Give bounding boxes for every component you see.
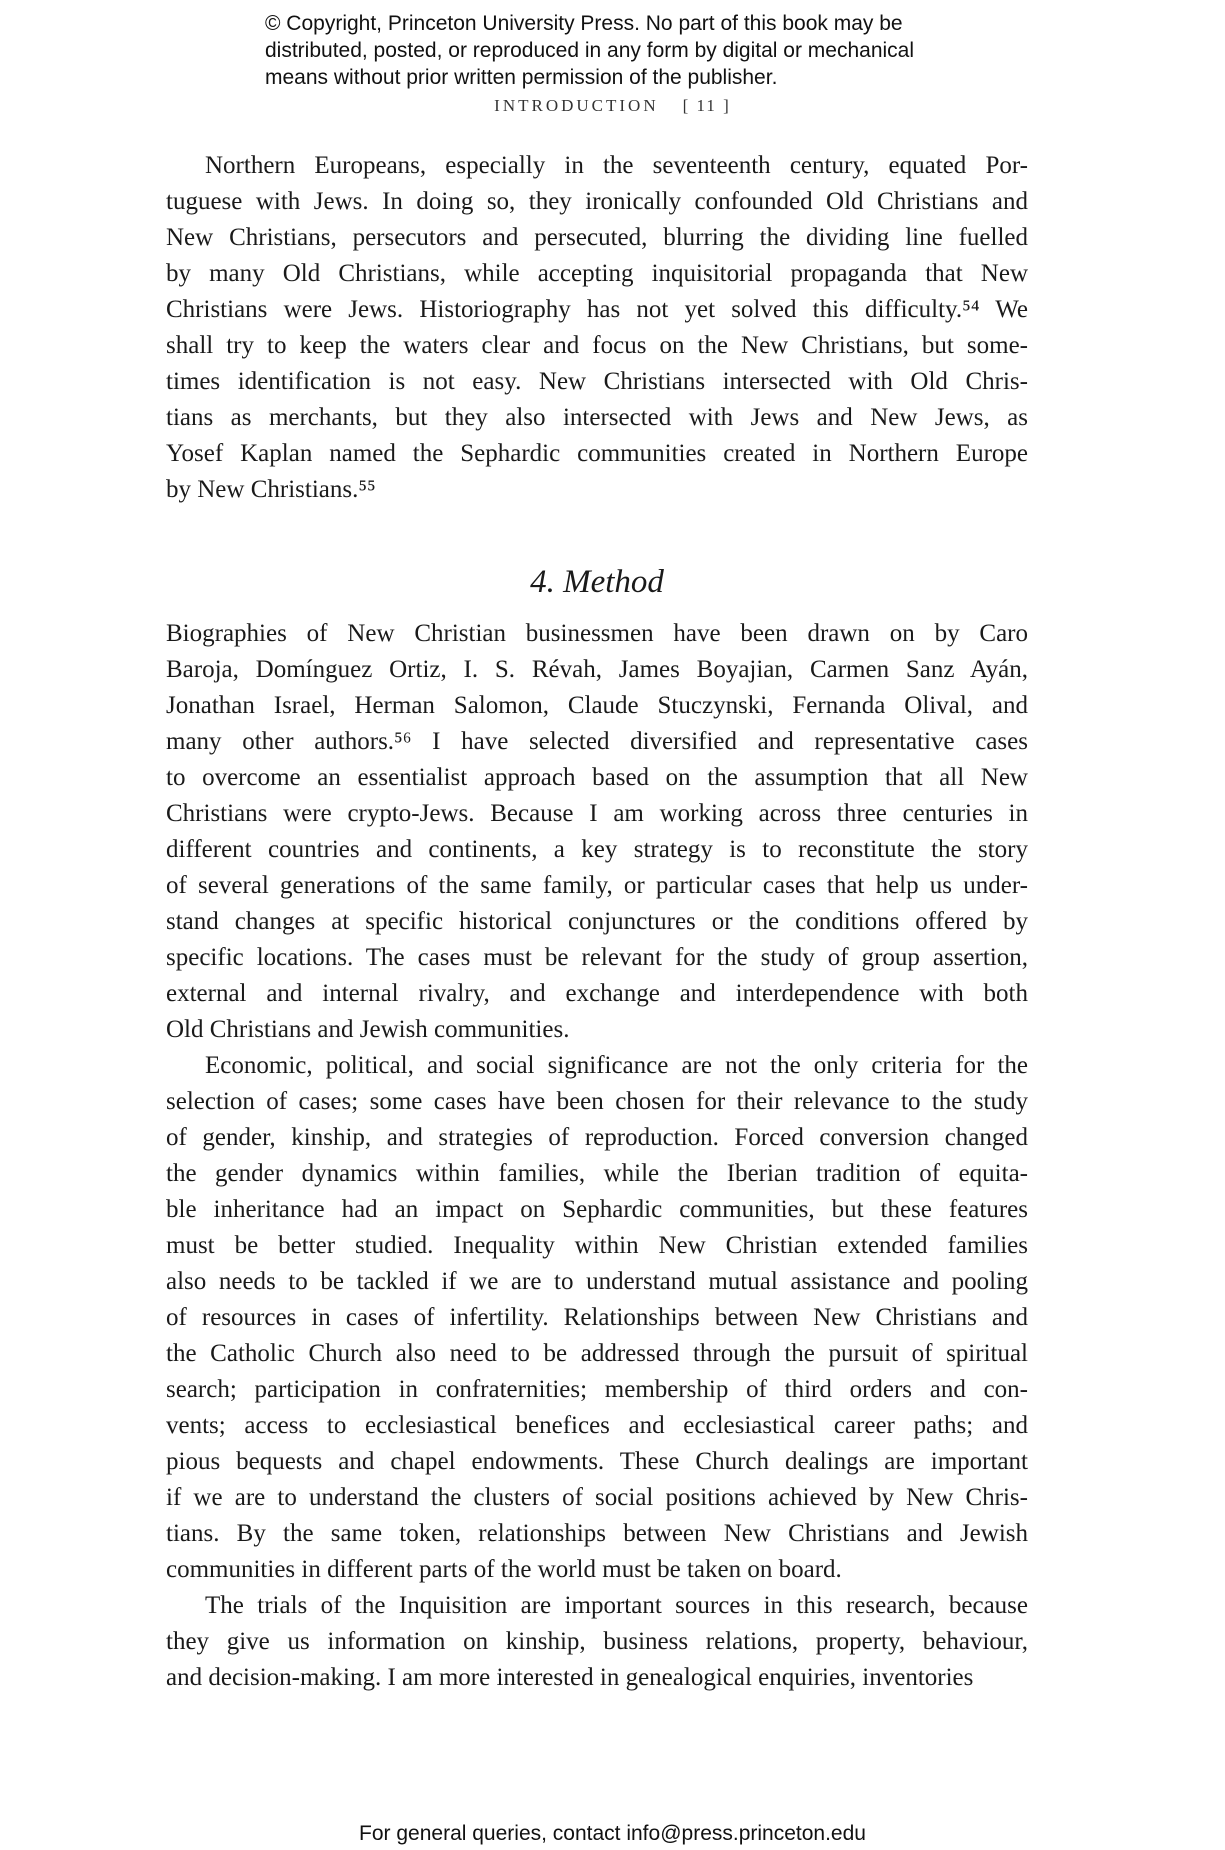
text-line: by many Old Christians, while accepting inquisitorial propaganda that New — [166, 260, 1028, 287]
text-line: the Catholic Church also need to be addressed through the pursuit of spiritual — [166, 1340, 1028, 1367]
text-line: the gender dynamics within families, while the Iberian tradition of equita- — [166, 1160, 1028, 1187]
text-line: specific locations. The cases must be relevant for the study of group assertion, — [166, 944, 1028, 971]
footer-contact: For general queries, contact info@press.princeton.edu — [359, 1822, 866, 1845]
paragraph — [166, 1588, 1028, 1696]
text-line: tuguese with Jews. In doing so, they ironically confounded Old Christians and — [166, 188, 1028, 215]
text-line: many other authors.⁵⁶ I have selected diversified and representative cases — [166, 728, 1028, 755]
text-line: shall try to keep the waters clear and focus on the New Christians, but some- — [166, 332, 1028, 359]
text-line: pious bequests and chapel endowments. These Church dealings are important — [166, 1448, 1028, 1475]
copyright-line: distributed, posted, or reproduced in any form by digital or mechanical — [265, 39, 915, 62]
text-line: Old Christians and Jewish communities. — [166, 1016, 570, 1043]
running-head-label: INTRODUCTION — [494, 96, 659, 115]
page-number: [ 11 ] — [682, 96, 731, 115]
text-line: different countries and continents, a key strategy is to reconstitute the story — [166, 836, 1028, 863]
text-line: if we are to understand the clusters of social positions achieved by New Chris- — [166, 1484, 1028, 1511]
text-line: Baroja, Domínguez Ortiz, I. S. Révah, James Boyajian, Carmen Sanz Ayán, — [166, 656, 1028, 683]
text-line: they give us information on kinship, business relations, property, behaviour, — [166, 1628, 1028, 1655]
copyright-line: means without prior written permission of the publisher. — [265, 66, 778, 89]
text-line: ble inheritance had an impact on Sephardic communities, but these features — [166, 1196, 1028, 1223]
text-line: tians. By the same token, relationships between New Christians and Jewish — [166, 1520, 1028, 1547]
running-head — [0, 96, 1225, 116]
text-line: by New Christians.⁵⁵ — [166, 476, 376, 503]
text-line: Economic, political, and social significance are not the only criteria for the — [205, 1052, 1028, 1079]
text-line: tians as merchants, but they also intersected with Jews and New Jews, as — [166, 404, 1028, 431]
copyright-line: © Copyright, Princeton University Press. No part of this book may be — [265, 12, 903, 35]
text-line: times identification is not easy. New Christians intersected with Old Chris- — [166, 368, 1028, 395]
text-line: Biographies of New Christian businessmen have been drawn on by Caro — [166, 620, 1028, 647]
paragraph — [166, 1048, 1028, 1588]
text-line: external and internal rivalry, and exchange and interdependence with both — [166, 980, 1028, 1007]
text-line: vents; access to ecclesiastical benefices and ecclesiastical career paths; and — [166, 1412, 1028, 1439]
text-line: communities in different parts of the world must be taken on board. — [166, 1556, 842, 1583]
section-heading: 4. Method — [530, 564, 664, 600]
copyright-notice — [265, 10, 1025, 91]
text-line: of resources in cases of infertility. Relationships between New Christians and — [166, 1304, 1028, 1331]
text-line: Yosef Kaplan named the Sephardic communities created in Northern Europe — [166, 440, 1028, 467]
text-line: New Christians, persecutors and persecuted, blurring the dividing line fuelled — [166, 224, 1028, 251]
text-line: must be better studied. Inequality within New Christian extended families — [166, 1232, 1028, 1259]
text-line: Northern Europeans, especially in the seventeenth century, equated Por- — [205, 152, 1028, 179]
text-line: selection of cases; some cases have been chosen for their relevance to the study — [166, 1088, 1028, 1115]
text-line: Christians were Jews. Historiography has not yet solved this difficulty.⁵⁴ We — [166, 296, 1028, 323]
paragraph — [166, 616, 1028, 1048]
text-line: of gender, kinship, and strategies of reproduction. Forced conversion changed — [166, 1124, 1028, 1151]
text-line: also needs to be tackled if we are to understand mutual assistance and pooling — [166, 1268, 1028, 1295]
text-line: Jonathan Israel, Herman Salomon, Claude Stuczynski, Fernanda Olival, and — [166, 692, 1028, 719]
text-line: search; participation in confraternities; membership of third orders and con- — [166, 1376, 1028, 1403]
text-line: The trials of the Inquisition are important sources in this research, because — [205, 1592, 1028, 1619]
text-line: stand changes at specific historical conjunctures or the conditions offered by — [166, 908, 1028, 935]
text-line: and decision-making. I am more interested in genealogical enquiries, inventories — [166, 1664, 974, 1691]
body-text — [166, 148, 1028, 1696]
text-line: Christians were crypto-Jews. Because I am working across three centuries in — [166, 800, 1028, 827]
paragraph — [166, 148, 1028, 508]
text-line: to overcome an essentialist approach based on the assumption that all New — [166, 764, 1028, 791]
text-line: of several generations of the same family, or particular cases that help us under- — [166, 872, 1028, 899]
